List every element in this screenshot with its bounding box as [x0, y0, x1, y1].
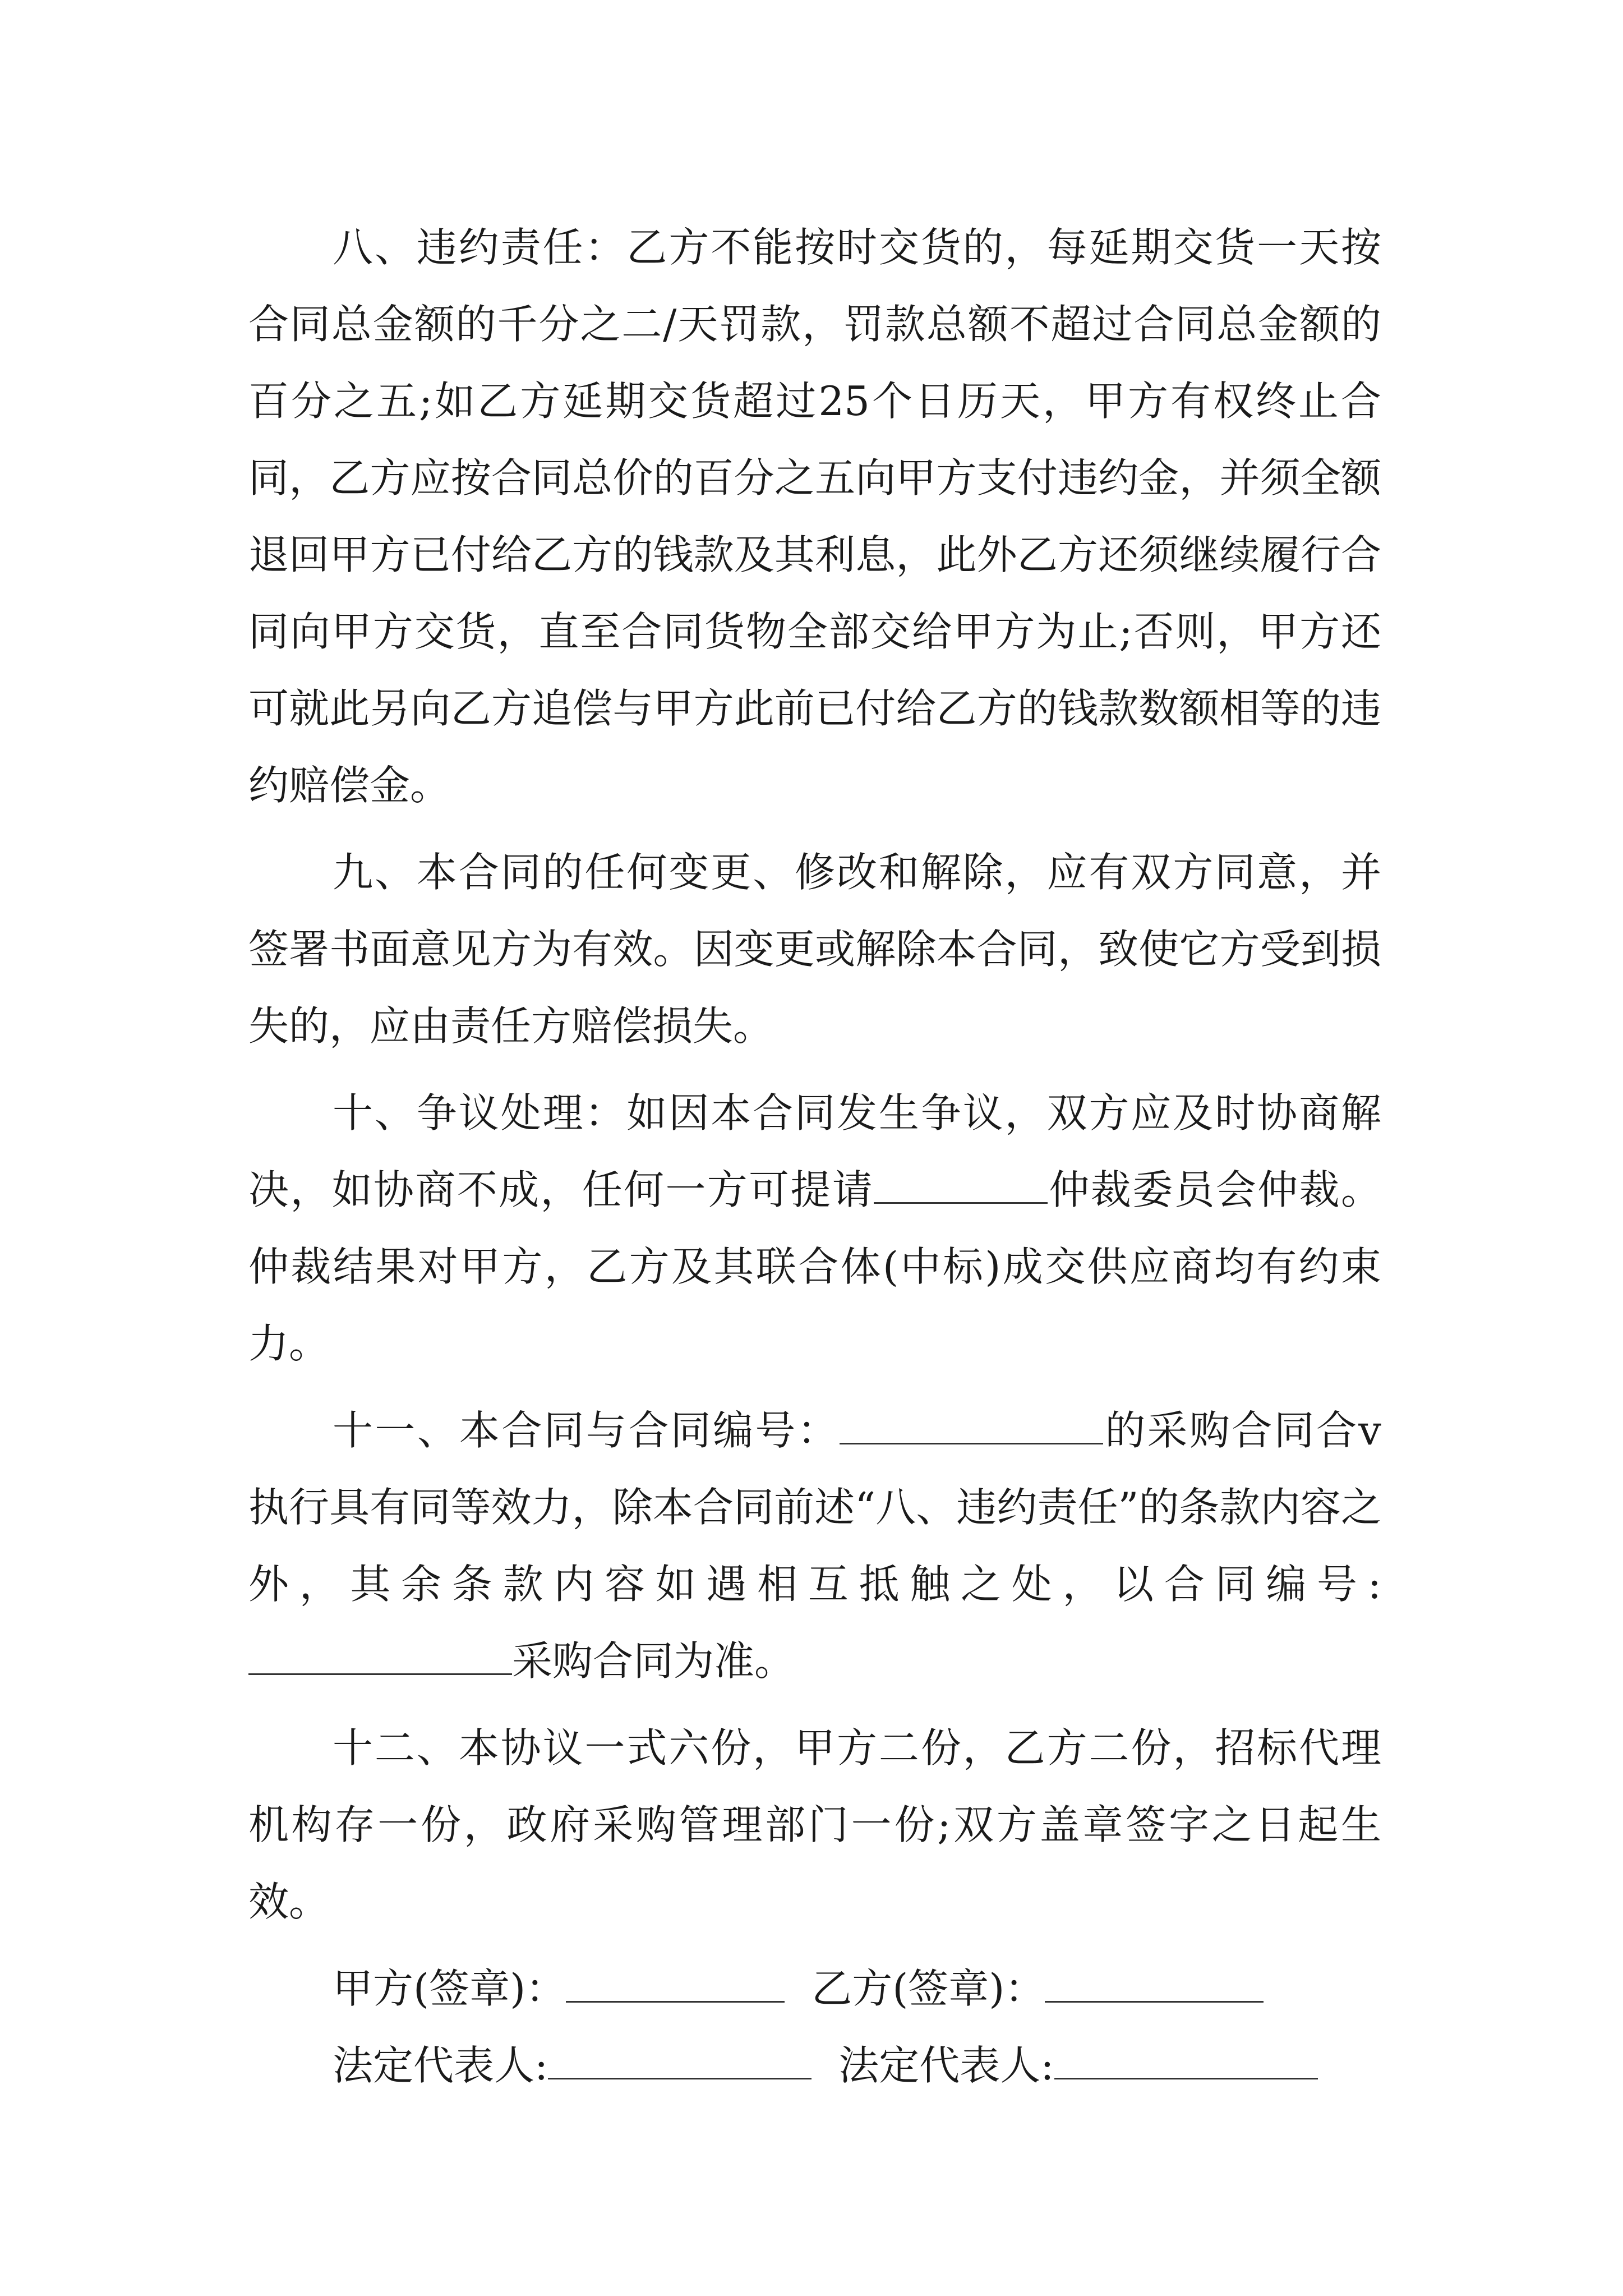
clause-8-breach-liability: 八、违约责任：乙方不能按时交货的，每延期交货一天按合同总金额的千分之二/天罚款，罚款总额不超过合同总金额的百分之五;如乙方延期交货超过25个日历天，甲方有权终止合同，乙方应按合同总价的百分之五向甲方支付违约金，并须全额退回甲方已付给乙方的钱款及其利息，此外乙方还须继续履行合同向甲方交货，直至合同货物全部交给甲方为止;否则，甲方还可就此另向乙方追偿与甲方此前已付给乙方的钱款数额相等的违约赔偿金。: [248, 224, 1381, 809]
clause-12-copies: 十二、本协议一式六份，甲方二份，乙方二份，招标代理机构存一份，政府采购管理部门一份;双方盖章签字之日起生效。: [248, 1724, 1381, 1925]
clause-10-text-after: 仲裁委员会仲裁。仲裁结果对甲方，乙方及其联合体(中标)成交供应商均有约束力。: [248, 1166, 1381, 1367]
party-b-signature-blank: [1045, 1958, 1264, 2003]
party-a-legal-rep-label: 法定代表人:: [333, 2042, 548, 2089]
party-b-legal-rep-blank: [1054, 2035, 1318, 2079]
clause-11-contract-number: [248, 1392, 1381, 1700]
clause-11-text-before: 十一、本合同与合同编号：: [333, 1407, 840, 1454]
party-b-legal-rep-label: 法定代表人:: [838, 2042, 1054, 2089]
party-a-signature-label: 甲方(签章)：: [333, 1965, 566, 2012]
party-b-signature-label: 乙方(签章)：: [811, 1965, 1045, 2012]
contract-number-blank-1: [840, 1400, 1103, 1444]
clause-11-text-middle: 的采购合同合v执行具有同等效力，除本合同前述“八、违约责任”的条款内容之外，其余条款内容如遇相互抵触之处，以合同编号:: [248, 1407, 1381, 1608]
clause-11-text-after: 采购合同为准。: [512, 1637, 795, 1685]
clause-9-amendment: 九、本合同的任何变更、修改和解除，应有双方同意，并签署书面意见方为有效。因变更或解除本合同，致使它方受到损失的，应由责任方赔偿损失。: [248, 849, 1381, 1050]
arbitration-committee-blank: [874, 1159, 1048, 1204]
clause-10-dispute-resolution: [248, 1075, 1381, 1382]
document-body: [248, 209, 1381, 2104]
contract-number-blank-2: [248, 1631, 512, 1675]
signature-row-legal-representatives: [248, 2027, 1381, 2104]
party-a-signature-blank: [566, 1958, 785, 2003]
party-a-legal-rep-blank: [548, 2035, 811, 2079]
signature-row-parties: [248, 1950, 1381, 2027]
clause-10-text-before: 十、争议处理：如因本合同发生争议，双方应及时协商解决，如协商不成，任何一方可提请: [248, 1089, 1381, 1213]
